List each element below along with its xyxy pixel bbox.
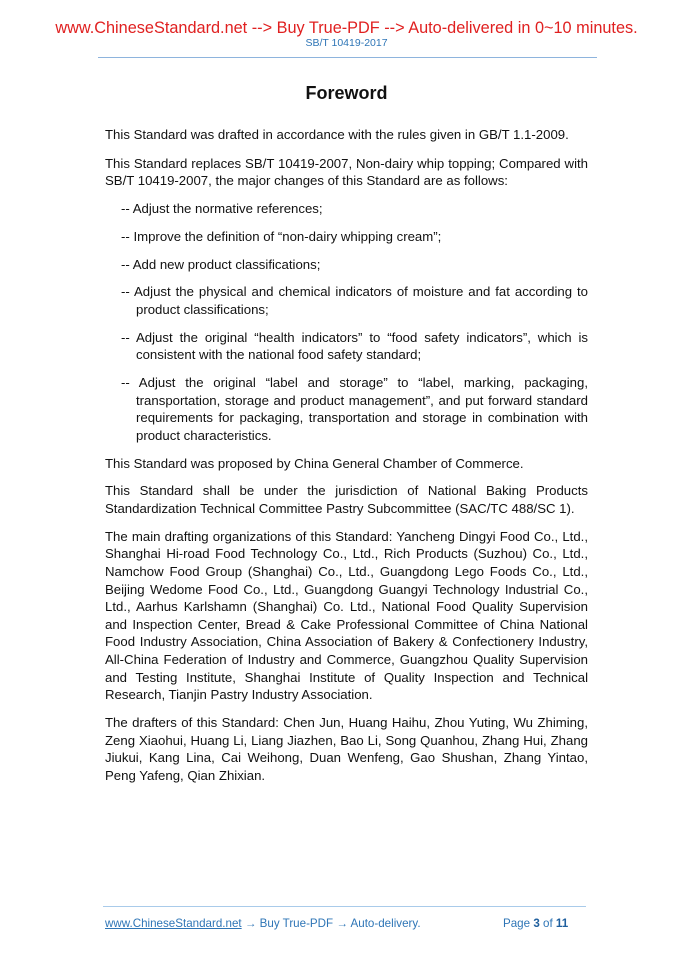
change-item: -- Adjust the original “health indicators” to “food safety indicators”, which is consistent with the national food safety standard; — [121, 329, 588, 363]
footer-divider — [103, 906, 586, 907]
change-item: -- Improve the definition of “non-dairy whipping cream”; — [121, 228, 442, 244]
page-label: Page — [503, 917, 531, 930]
paragraph-proposed-by: This Standard was proposed by China General Chamber of Commerce. — [105, 455, 524, 471]
footer-tagline: → Buy True-PDF → Auto-delivery. — [241, 917, 421, 930]
current-page-number: 3 — [533, 917, 540, 930]
change-item: -- Adjust the original “label and storage” to “label, marking, packaging, transportation, storage and product management”, and put forward standard requirements for packaging, transportation and storage in combination with product characteristics. — [121, 375, 588, 443]
foreword-content — [105, 126, 588, 794]
total-pages-number: 11 — [555, 917, 569, 930]
document-code: SB/T 10419-2017 — [305, 37, 388, 49]
paragraph-jurisdiction: This Standard shall be under the jurisdiction of National Baking Products Standardization Technical Committee Pastry Subcommittee (SAC/TC 488/SC 1). — [105, 483, 588, 516]
paragraph-drafting-rules: This Standard was drafted in accordance with the rules given in GB/T 1.1-2009. — [105, 127, 569, 142]
page-indicator — [503, 917, 568, 931]
page-title: Foreword — [305, 83, 388, 103]
footer-promo — [105, 917, 421, 931]
change-item: -- Adjust the normative references; — [121, 200, 323, 216]
page-of-label: of — [543, 917, 553, 930]
paragraph-drafters: The drafters of this Standard: Chen Jun, Huang Haihu, Zhou Yuting, Wu Zhiming, Zeng Xiaohui, Huang Li, Liang Jiazhen, Bao Li, Song Quanhou, Zhang Hui, Zhang Jiukui, Kang Lina, Cai Weihong, Duan Wenfeng, Gao Shushan, Zhang Yintao, Peng Yafeng, Qian Zhixian. — [105, 714, 588, 783]
promo-banner: www.ChineseStandard.net --> Buy True-PDF --> Auto-delivered in 0~10 minutes. — [55, 19, 638, 37]
website-link[interactable]: www.ChineseStandard.net — [105, 917, 242, 930]
change-item: -- Add new product classifications; — [121, 256, 321, 272]
change-item: -- Adjust the physical and chemical indicators of moisture and fat according to product classifications; — [121, 284, 588, 317]
paragraph-replaces: This Standard replaces SB/T 10419-2007, Non-dairy whip topping; Compared with SB/T 10419-2007, the major changes of this Standard are as follows: — [105, 155, 588, 189]
paragraph-drafting-organizations: The main drafting organizations of this Standard: Yancheng Dingyi Food Co., Ltd., Shanghai Hi-road Food Technology Co., Ltd., Rich Products (Suzhou) Co., Ltd., Namchow Food Group (Shanghai) Co., Ltd., Guangdong Lego Foods Co., Ltd., Beijing Wedome Food Co., Ltd., Guangdong Guangyi Technology Industrial Co., Ltd., Aarhus Karlshamn (Shanghai) Co. Ltd., National Food Quality Supervision and Inspection Center, Bread & Cake Professional Committee of China National Food Industry Association, China Association of Bakery & Confectionery Industry, All-China Federation of Industry and Commerce, Guangzhou Quality Supervision and Testing Institute, Shanghai Institute of Quality Inspection and Technical Research, Tianjin Pastry Industry Association. — [105, 528, 588, 703]
header-divider — [98, 57, 597, 58]
